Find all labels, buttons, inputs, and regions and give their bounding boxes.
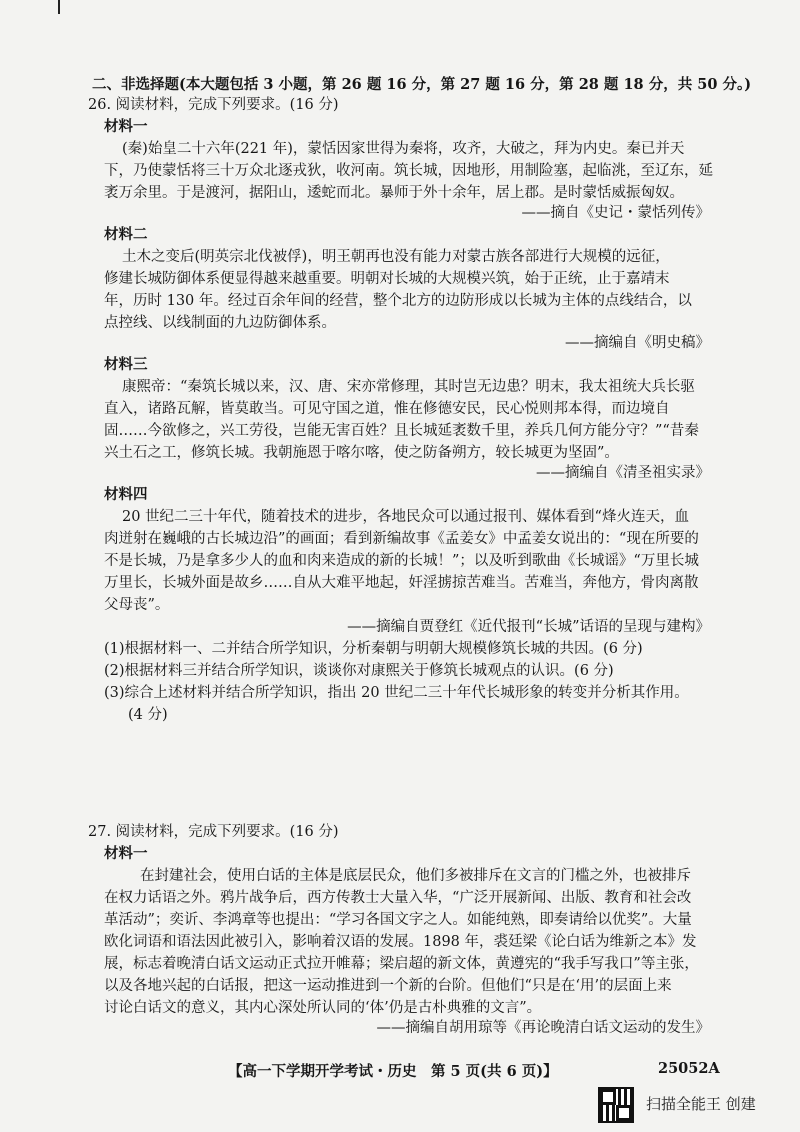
q27-m1-line: 讨论白话文的意义，其内心深处所认同的‘体’仍是古朴典雅的文言”。 xyxy=(104,1000,542,1016)
q26-m4-line: 万里长，长城外面是故乡……自从大难平地起，奸淫掳掠苦难当。苦难当，奔他方，骨肉离散 xyxy=(104,575,699,591)
q27-m1-line: 在权力话语之外。鸦片战争后，西方传教士大量入华，“广泛开展新闻、出版、教育和社会改 xyxy=(104,890,692,906)
q26-m4-source: ——摘编自贾登红《近代报刊“长城”话语的呈现与建构》 xyxy=(347,619,710,635)
q26-m1-line: 袤万余里。于是渡河，据阳山，逶蛇而北。暴师于外十余年，居上郡。是时蒙恬威振匈奴。 xyxy=(104,185,684,201)
q26-question-2: (2)根据材料三并结合所学知识，谈谈你对康熙关于修筑长城观点的认识。(6 分) xyxy=(104,663,614,679)
q26-m1-line: 下，乃使蒙恬将三十万众北逐戎狄，收河南。筑长城，因地形，用制险塞，起临洮，至辽东，延 xyxy=(104,163,713,179)
q26-material4-label: 材料四 xyxy=(104,486,148,503)
camscanner-label: 扫描全能王 创建 xyxy=(646,1095,756,1113)
camscanner-watermark xyxy=(598,1087,800,1127)
q26-m4-line: 不是长城，乃是拿多少人的血和肉来造成的新的长城！”；以及听到歌曲《长城谣》“万里长城 xyxy=(104,553,699,569)
q26-m4-line: 20 世纪二三十年代，随着技术的进步，各地民众可以通过报刊、媒体看到“烽火连天，血 xyxy=(122,509,689,525)
q27-material1-label: 材料一 xyxy=(104,845,148,862)
q26-m2-source: ——摘编自《明史稿》 xyxy=(565,335,710,351)
q26-m4-line: 肉迸射在巍峨的古长城边沿”的画面；看到新编故事《孟姜女》中孟姜女说出的：“现在所要的 xyxy=(104,531,699,547)
q27-m1-line: 展，标志着晚清白话文运动正式拉开帷幕；梁启超的新文体，黄遵宪的“我手写我口”等主张， xyxy=(104,956,699,972)
q26-m3-line: 固……今欲修之，兴工劳役，岂能无害百姓？且长城延袤数千里，养兵几何方能分守？”“昔秦 xyxy=(104,423,699,439)
q27-m1-line: 以及各地兴起的白话报，把这一运动推进到一个新的台阶。但他们“只是在‘用’的层面上来 xyxy=(104,978,672,994)
q26-m1-line: (秦)始皇二十六年(221 年)，蒙恬因家世得为秦将，攻齐，大破之，拜为内史。秦已并天 xyxy=(122,141,685,157)
q26-material1-label: 材料一 xyxy=(104,118,148,135)
q27-stem: 27. 阅读材料，完成下列要求。(16 分) xyxy=(88,824,339,840)
q26-question-3-points: (4 分) xyxy=(128,707,168,723)
q27-m1-source: ——摘编自胡用琼等《再论晚清白话文运动的发生》 xyxy=(376,1020,710,1036)
edge-mark xyxy=(58,0,60,14)
q26-m4-line: 父母丧”。 xyxy=(104,597,170,613)
q26-m2-line: 土木之变后(明英宗北伐被俘)，明王朝再也没有能力对蒙古族各部进行大规模的远征， xyxy=(122,249,670,265)
q26-m1-source: ——摘自《史记・蒙恬列传》 xyxy=(521,205,710,221)
q26-m3-line: 直入，诸路瓦解，皆莫敢当。可见守国之道，惟在修德安民，民心悦则邦本得，而边境自 xyxy=(104,401,670,417)
exam-code: 25052A xyxy=(658,1060,720,1077)
q26-question-1: (1)根据材料一、二并结合所学知识，分析秦朝与明朝大规模修筑长城的共因。(6 分) xyxy=(104,641,643,657)
q26-m2-line: 修建长城防御体系便显得越来越重要。明朝对长城的大规模兴筑，始于正统，止于嘉靖末 xyxy=(104,271,670,287)
q26-m2-line: 年，历时 130 年。经过百余年间的经营，整个北方的边防形成以长城为主体的点线结合，以 xyxy=(104,293,692,309)
q27-m1-line: 在封建社会，使用白话的主体是底层民众，他们多被排斥在文言的门槛之外，也被排斥 xyxy=(140,868,691,884)
q26-material3-label: 材料三 xyxy=(104,356,148,373)
page-footer: 【高一下学期开学考试・历史 第 5 页(共 6 页)】 xyxy=(228,1063,558,1080)
section-heading: 二、非选择题(本大题包括 3 小题，第 26 题 16 分，第 27 题 16 分，第 28 题 18 分，共 50 分。) xyxy=(92,76,752,93)
q26-question-3: (3)综合上述材料并结合所学知识，指出 20 世纪二三十年代长城形象的转变并分析其作用。 xyxy=(104,685,689,701)
q26-stem: 26. 阅读材料，完成下列要求。(16 分) xyxy=(88,97,339,113)
qr-code-icon xyxy=(598,1087,634,1123)
q26-m3-line: 康熙帝：“秦筑长城以来，汉、唐、宋亦常修理，其时岂无边患？明末，我太祖统大兵长驱 xyxy=(122,379,695,395)
q27-m1-line: 欧化词语和语法因此被引入，影响着汉语的发展。1898 年，裘廷梁《论白话为维新之本》发 xyxy=(104,934,697,950)
q26-m2-line: 点控线、以线制面的九边防御体系。 xyxy=(104,315,336,331)
q26-m3-line: 兴土石之工，修筑长城。我朝施恩于喀尔喀，使之防备朔方，较长城更为坚固”。 xyxy=(104,445,619,461)
q27-m1-line: 革活动”；奕䜣、李鸿章等也提出：“学习各国文字之人。如能纯熟，即奏请给以优奖”。大量 xyxy=(104,912,692,928)
q26-m3-source: ——摘编自《清圣祖实录》 xyxy=(536,465,710,481)
q26-material2-label: 材料二 xyxy=(104,226,148,243)
